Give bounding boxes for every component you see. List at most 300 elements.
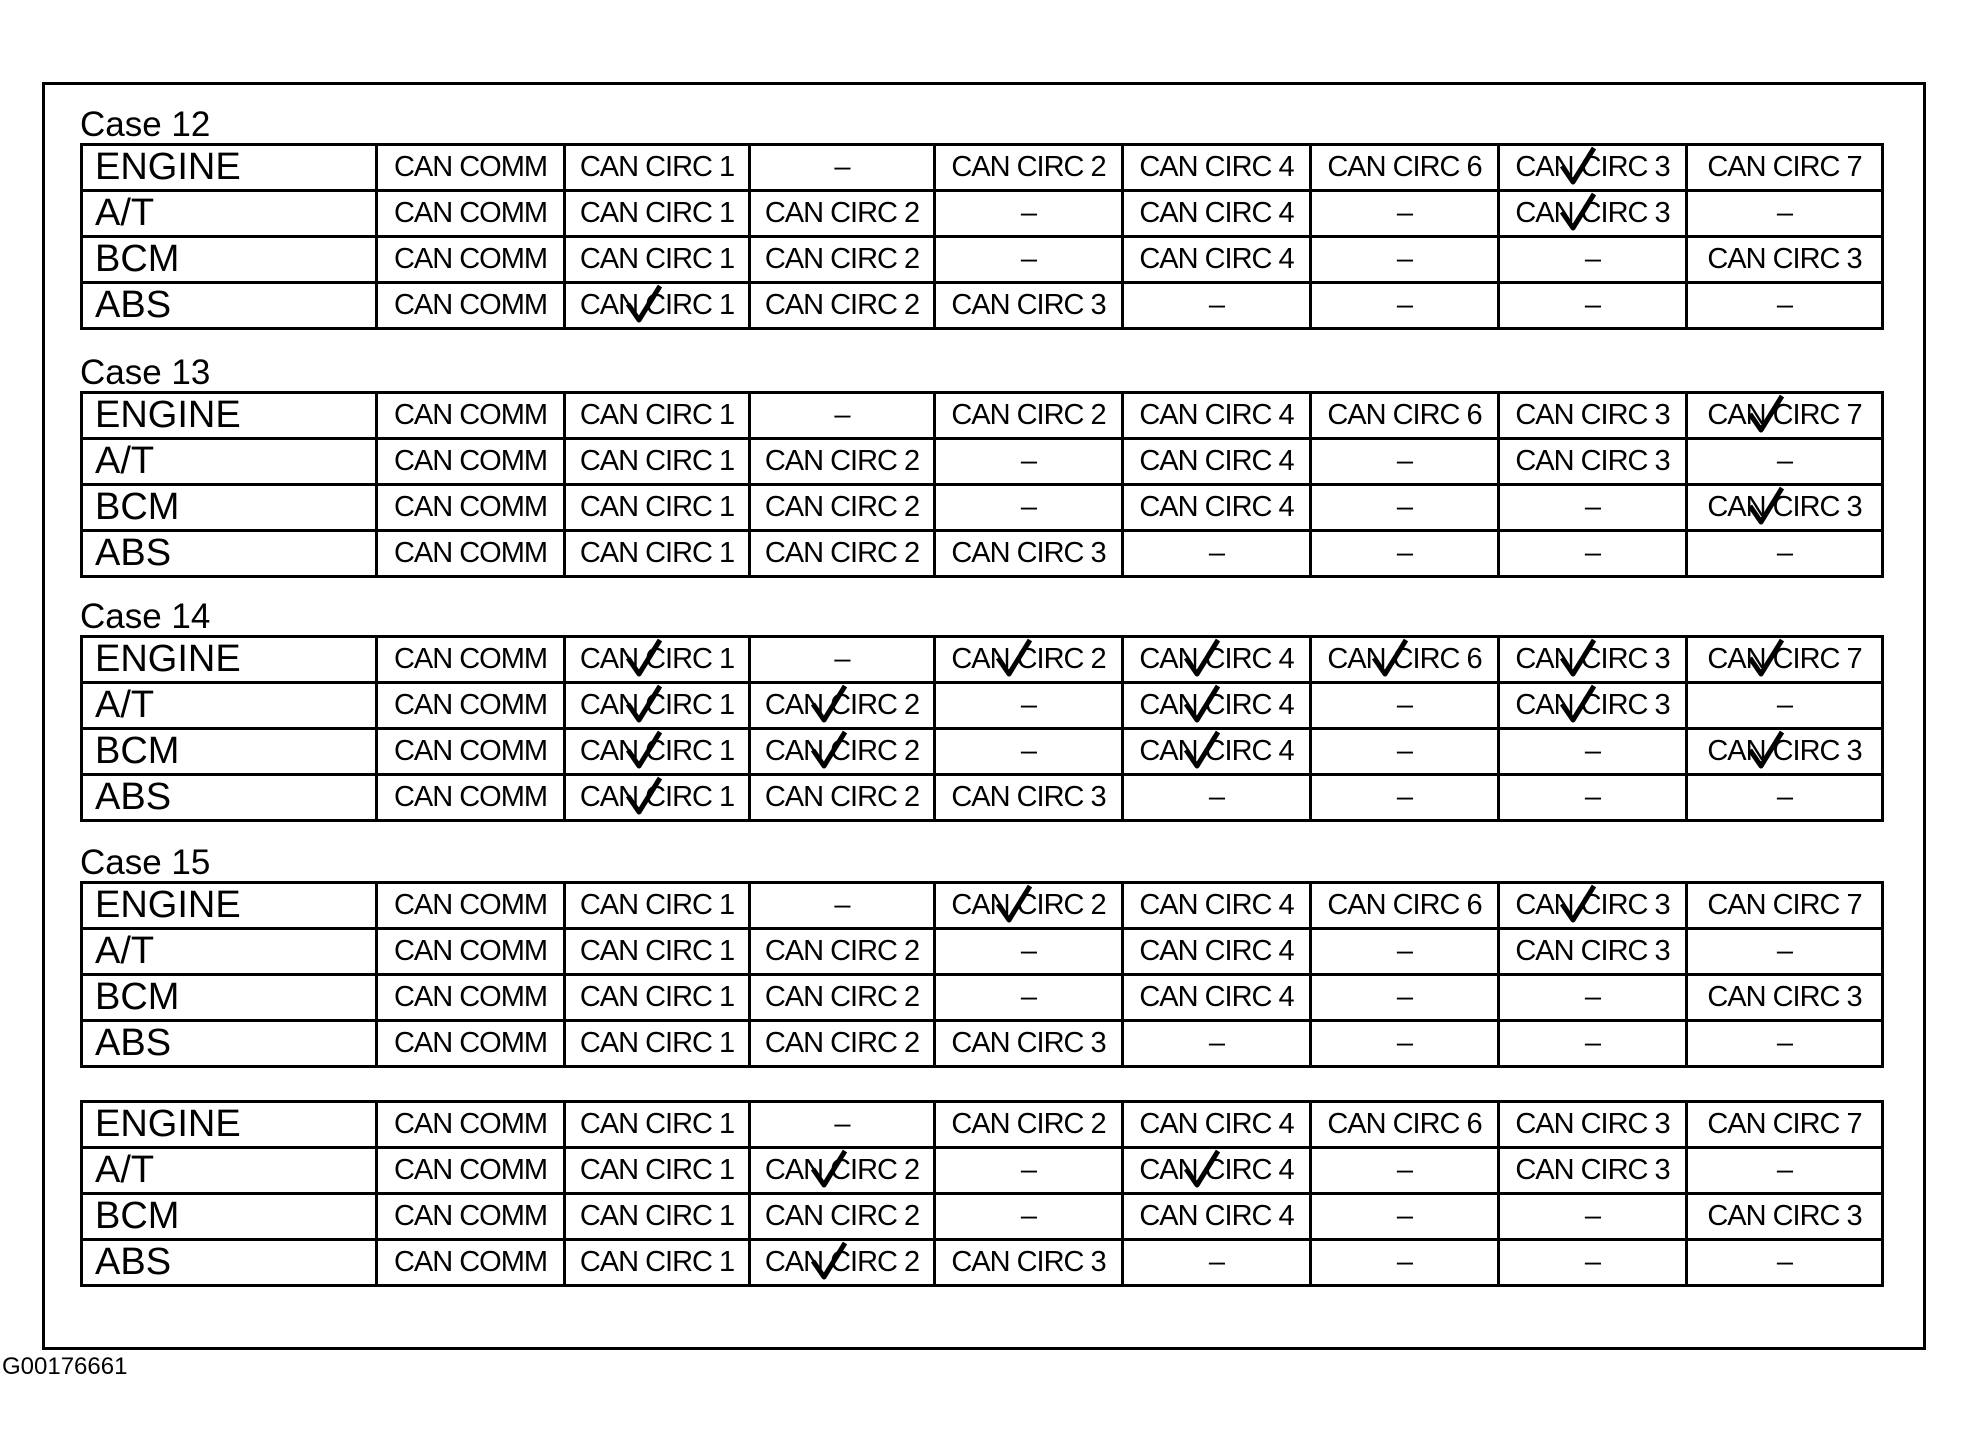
circuit-text: –	[1776, 445, 1793, 477]
circuit-text: –	[1776, 935, 1793, 967]
circuit-cell	[377, 237, 565, 283]
circuit-text: –	[1584, 1246, 1601, 1278]
module-label: ABS	[82, 283, 377, 329]
circuit-cell	[935, 1240, 1123, 1286]
circuit-text: CAN CIRC 1	[579, 197, 735, 229]
circuit-text: CAN CIRC 3	[1707, 491, 1862, 523]
circuit-text: CAN CIRC 1	[579, 781, 735, 813]
circuit-cell	[750, 1240, 935, 1286]
circuit-text: CAN CIRC 3	[1707, 735, 1862, 767]
circuit-text: –	[1020, 735, 1037, 767]
circuit-text: –	[1020, 1200, 1037, 1232]
table-row	[82, 145, 1883, 191]
table-row	[82, 883, 1883, 929]
circuit-cell	[1123, 145, 1311, 191]
table-row	[82, 775, 1883, 821]
circuit-cell	[1499, 1102, 1687, 1148]
module-label: A/T	[82, 929, 377, 975]
circuit-cell	[750, 883, 935, 929]
circuit-text: CAN CIRC 2	[764, 197, 920, 229]
circuit-text: CAN COMM	[393, 243, 548, 275]
circuit-text: CAN CIRC 2	[764, 243, 920, 275]
circuit-cell	[377, 1021, 565, 1067]
circuit-text: –	[1396, 981, 1413, 1013]
circuit-text: –	[1776, 689, 1793, 721]
circuit-cell	[1311, 637, 1499, 683]
circuit-cell	[750, 1102, 935, 1148]
circuit-cell	[1311, 683, 1499, 729]
circuit-cell	[1687, 929, 1883, 975]
module-label: ABS	[82, 531, 377, 577]
module-label: ABS	[82, 775, 377, 821]
table-row	[82, 729, 1883, 775]
circuit-text: –	[1208, 289, 1225, 321]
circuit-cell	[565, 439, 750, 485]
circuit-cell	[750, 237, 935, 283]
circuit-cell	[935, 637, 1123, 683]
circuit-text: CAN COMM	[393, 1027, 548, 1059]
circuit-text: CAN CIRC 3	[1515, 445, 1670, 477]
circuit-cell	[1123, 929, 1311, 975]
circuit-cell	[1311, 1102, 1499, 1148]
circuit-cell	[1499, 393, 1687, 439]
circuit-text: CAN CIRC 1	[579, 537, 735, 569]
circuit-cell	[565, 929, 750, 975]
circuit-text: CAN CIRC 4	[1139, 445, 1294, 477]
circuit-cell	[750, 485, 935, 531]
circuit-text: –	[834, 889, 850, 921]
circuit-cell	[565, 683, 750, 729]
circuit-cell	[377, 637, 565, 683]
circuit-text: CAN CIRC 4	[1139, 935, 1294, 967]
circuit-cell	[1123, 637, 1311, 683]
circuit-text: CAN CIRC 1	[579, 1108, 735, 1140]
circuit-text: CAN CIRC 1	[579, 735, 735, 767]
circuit-cell	[565, 1240, 750, 1286]
circuit-text: –	[1396, 289, 1413, 321]
circuit-text: CAN CIRC 1	[579, 151, 735, 183]
circuit-text: –	[1584, 981, 1601, 1013]
circuit-cell	[1499, 531, 1687, 577]
circuit-text: CAN CIRC 4	[1139, 1154, 1294, 1186]
module-label: ENGINE	[82, 883, 377, 929]
circuit-text: –	[1584, 781, 1601, 813]
circuit-cell	[1499, 729, 1687, 775]
circuit-text: CAN CIRC 2	[764, 1246, 920, 1278]
circuit-text: CAN CIRC 3	[1515, 643, 1670, 675]
circuit-text: CAN CIRC 4	[1139, 981, 1294, 1013]
circuit-text: CAN CIRC 3	[1515, 1154, 1670, 1186]
circuit-text: CAN CIRC 3	[951, 1246, 1106, 1278]
circuit-cell	[1499, 1148, 1687, 1194]
circuit-cell	[750, 929, 935, 975]
circuit-cell	[1499, 237, 1687, 283]
table-row	[82, 975, 1883, 1021]
circuit-text: –	[834, 1108, 850, 1140]
circuit-text: CAN CIRC 2	[951, 889, 1106, 921]
module-label: BCM	[82, 237, 377, 283]
circuit-cell	[377, 1194, 565, 1240]
module-label: BCM	[82, 729, 377, 775]
circuit-text: –	[1776, 1154, 1793, 1186]
circuit-cell	[1499, 1240, 1687, 1286]
case-title: Case 15	[80, 843, 211, 882]
table-row	[82, 1194, 1883, 1240]
module-label: BCM	[82, 975, 377, 1021]
circuit-cell	[750, 729, 935, 775]
circuit-text: –	[1020, 243, 1037, 275]
circuit-text: –	[1020, 491, 1037, 523]
circuit-cell	[377, 531, 565, 577]
circuit-cell	[1499, 145, 1687, 191]
circuit-text: CAN CIRC 4	[1139, 197, 1294, 229]
circuit-cell	[1311, 1021, 1499, 1067]
circuit-cell	[1311, 1194, 1499, 1240]
circuit-cell	[377, 929, 565, 975]
case-table	[80, 391, 1884, 578]
circuit-cell	[1499, 683, 1687, 729]
circuit-cell	[1687, 1102, 1883, 1148]
circuit-text: –	[1020, 1154, 1037, 1186]
circuit-text: CAN COMM	[393, 889, 548, 921]
circuit-text: CAN CIRC 6	[1327, 151, 1482, 183]
circuit-cell	[935, 145, 1123, 191]
circuit-text: CAN CIRC 2	[764, 689, 920, 721]
circuit-text: –	[1020, 935, 1037, 967]
circuit-cell	[1123, 1240, 1311, 1286]
circuit-cell	[377, 729, 565, 775]
table-row	[82, 929, 1883, 975]
circuit-cell	[1687, 191, 1883, 237]
circuit-text: CAN CIRC 2	[764, 981, 920, 1013]
circuit-text: CAN CIRC 7	[1707, 643, 1862, 675]
circuit-cell	[1687, 531, 1883, 577]
circuit-text: CAN CIRC 4	[1139, 889, 1294, 921]
module-label: ENGINE	[82, 393, 377, 439]
case-table	[80, 143, 1884, 330]
circuit-cell	[1687, 883, 1883, 929]
circuit-cell	[935, 883, 1123, 929]
circuit-cell	[935, 531, 1123, 577]
circuit-cell	[1311, 1240, 1499, 1286]
circuit-cell	[1687, 775, 1883, 821]
circuit-text: CAN CIRC 4	[1139, 491, 1294, 523]
circuit-cell	[1311, 439, 1499, 485]
circuit-cell	[1123, 1021, 1311, 1067]
circuit-cell	[1123, 283, 1311, 329]
circuit-text: –	[1396, 197, 1413, 229]
circuit-text: CAN CIRC 6	[1327, 399, 1482, 431]
circuit-cell	[565, 729, 750, 775]
circuit-cell	[1311, 1148, 1499, 1194]
circuit-text: CAN CIRC 2	[951, 151, 1106, 183]
circuit-cell	[565, 975, 750, 1021]
module-label: BCM	[82, 1194, 377, 1240]
circuit-text: CAN CIRC 4	[1139, 689, 1294, 721]
circuit-cell	[935, 1148, 1123, 1194]
circuit-text: –	[1396, 1154, 1413, 1186]
circuit-cell	[935, 191, 1123, 237]
module-label: A/T	[82, 439, 377, 485]
circuit-cell	[750, 975, 935, 1021]
circuit-cell	[1687, 637, 1883, 683]
circuit-cell	[565, 1021, 750, 1067]
circuit-cell	[1311, 191, 1499, 237]
circuit-text: –	[1776, 537, 1793, 569]
circuit-text: CAN COMM	[393, 981, 548, 1013]
circuit-text: –	[1776, 781, 1793, 813]
case-table	[80, 1100, 1884, 1287]
module-label: BCM	[82, 485, 377, 531]
circuit-cell	[565, 191, 750, 237]
circuit-text: –	[1396, 935, 1413, 967]
circuit-text: CAN CIRC 3	[1707, 1200, 1862, 1232]
circuit-cell	[1123, 975, 1311, 1021]
circuit-text: CAN CIRC 2	[764, 1154, 920, 1186]
circuit-cell	[1687, 237, 1883, 283]
circuit-cell	[935, 683, 1123, 729]
table-row	[82, 531, 1883, 577]
circuit-cell	[565, 637, 750, 683]
circuit-text: CAN CIRC 7	[1707, 151, 1862, 183]
circuit-text: CAN CIRC 7	[1707, 399, 1862, 431]
circuit-cell	[1123, 683, 1311, 729]
circuit-text: CAN CIRC 3	[951, 289, 1106, 321]
circuit-text: –	[1396, 781, 1413, 813]
circuit-text: CAN CIRC 1	[579, 1027, 735, 1059]
circuit-cell	[1499, 637, 1687, 683]
circuit-text: CAN CIRC 2	[951, 1108, 1106, 1140]
circuit-text: CAN COMM	[393, 1108, 548, 1140]
circuit-text: –	[1020, 197, 1037, 229]
circuit-cell	[377, 1102, 565, 1148]
circuit-cell	[1123, 191, 1311, 237]
circuit-text: CAN CIRC 2	[764, 445, 920, 477]
circuit-text: CAN CIRC 6	[1327, 889, 1482, 921]
circuit-text: –	[1396, 1027, 1413, 1059]
case-title: Case 12	[80, 105, 211, 144]
circuit-cell	[1123, 485, 1311, 531]
circuit-text: –	[834, 399, 850, 431]
circuit-cell	[377, 975, 565, 1021]
table-row	[82, 393, 1883, 439]
circuit-text: –	[1396, 243, 1413, 275]
circuit-cell	[1123, 729, 1311, 775]
circuit-cell	[1499, 775, 1687, 821]
circuit-text: CAN COMM	[393, 1200, 548, 1232]
circuit-cell	[935, 485, 1123, 531]
circuit-cell	[1311, 283, 1499, 329]
circuit-text: CAN CIRC 4	[1139, 643, 1294, 675]
circuit-text: CAN COMM	[393, 935, 548, 967]
circuit-cell	[565, 283, 750, 329]
circuit-cell	[935, 775, 1123, 821]
circuit-cell	[1687, 729, 1883, 775]
circuit-cell	[1123, 883, 1311, 929]
circuit-text: CAN COMM	[393, 399, 548, 431]
circuit-text: –	[1776, 1027, 1793, 1059]
circuit-cell	[377, 283, 565, 329]
circuit-cell	[935, 1102, 1123, 1148]
circuit-text: CAN CIRC 2	[764, 935, 920, 967]
circuit-text: –	[1584, 1200, 1601, 1232]
table-row	[82, 1148, 1883, 1194]
table-row	[82, 439, 1883, 485]
circuit-cell	[1311, 531, 1499, 577]
circuit-cell	[565, 393, 750, 439]
circuit-cell	[750, 1148, 935, 1194]
circuit-text: CAN CIRC 3	[1515, 1108, 1670, 1140]
circuit-text: –	[834, 643, 850, 675]
circuit-text: CAN CIRC 1	[579, 289, 735, 321]
module-label: A/T	[82, 683, 377, 729]
circuit-cell	[1687, 145, 1883, 191]
circuit-text: –	[1396, 537, 1413, 569]
circuit-cell	[750, 1021, 935, 1067]
module-label: ABS	[82, 1021, 377, 1067]
module-label: ENGINE	[82, 1102, 377, 1148]
circuit-text: CAN CIRC 4	[1139, 243, 1294, 275]
circuit-cell	[750, 637, 935, 683]
circuit-cell	[377, 883, 565, 929]
circuit-cell	[750, 1194, 935, 1240]
circuit-cell	[935, 439, 1123, 485]
case-table	[80, 881, 1884, 1068]
circuit-text: –	[1208, 1027, 1225, 1059]
circuit-cell	[750, 775, 935, 821]
circuit-text: –	[1396, 735, 1413, 767]
circuit-text: CAN CIRC 3	[951, 537, 1106, 569]
circuit-cell	[1499, 975, 1687, 1021]
circuit-cell	[1311, 145, 1499, 191]
module-label: ABS	[82, 1240, 377, 1286]
circuit-text: –	[1584, 289, 1601, 321]
circuit-cell	[935, 729, 1123, 775]
circuit-text: CAN CIRC 3	[1707, 981, 1862, 1013]
circuit-text: CAN CIRC 4	[1139, 151, 1294, 183]
circuit-text: CAN COMM	[393, 735, 548, 767]
circuit-text: CAN CIRC 1	[579, 399, 735, 431]
circuit-cell	[377, 393, 565, 439]
circuit-text: CAN CIRC 2	[951, 399, 1106, 431]
circuit-text: CAN CIRC 4	[1139, 1108, 1294, 1140]
circuit-text: CAN CIRC 6	[1327, 1108, 1482, 1140]
circuit-text: CAN CIRC 3	[951, 781, 1106, 813]
circuit-cell	[377, 145, 565, 191]
circuit-cell	[1123, 531, 1311, 577]
circuit-cell	[1311, 929, 1499, 975]
circuit-text: CAN CIRC 1	[579, 1200, 735, 1232]
circuit-cell	[1123, 1148, 1311, 1194]
circuit-cell	[1499, 929, 1687, 975]
circuit-cell	[565, 145, 750, 191]
circuit-cell	[565, 531, 750, 577]
circuit-text: CAN CIRC 3	[1515, 689, 1670, 721]
circuit-text: –	[1208, 537, 1225, 569]
circuit-cell	[750, 145, 935, 191]
table-row	[82, 683, 1883, 729]
circuit-cell	[377, 191, 565, 237]
case-title: Case 14	[80, 597, 211, 636]
circuit-cell	[935, 393, 1123, 439]
circuit-text: CAN CIRC 3	[951, 1027, 1106, 1059]
circuit-text: CAN CIRC 1	[579, 689, 735, 721]
circuit-cell	[1499, 439, 1687, 485]
case-table	[80, 635, 1884, 822]
circuit-text: CAN CIRC 1	[579, 889, 735, 921]
circuit-text: CAN CIRC 7	[1707, 1108, 1862, 1140]
circuit-cell	[1687, 283, 1883, 329]
circuit-text: CAN CIRC 3	[1707, 243, 1862, 275]
circuit-cell	[935, 1021, 1123, 1067]
module-label: ENGINE	[82, 637, 377, 683]
circuit-cell	[565, 1148, 750, 1194]
module-label: A/T	[82, 191, 377, 237]
circuit-cell	[750, 393, 935, 439]
circuit-text: CAN COMM	[393, 781, 548, 813]
circuit-cell	[1687, 683, 1883, 729]
circuit-text: –	[1020, 689, 1037, 721]
circuit-text: CAN COMM	[393, 643, 548, 675]
table-row	[82, 237, 1883, 283]
circuit-cell	[1687, 1240, 1883, 1286]
circuit-text: CAN CIRC 2	[764, 537, 920, 569]
circuit-text: CAN CIRC 4	[1139, 399, 1294, 431]
circuit-text: –	[1020, 981, 1037, 1013]
circuit-text: –	[1584, 537, 1601, 569]
circuit-text: CAN COMM	[393, 689, 548, 721]
circuit-cell	[565, 883, 750, 929]
case-title: Case 13	[80, 353, 211, 392]
circuit-text: CAN CIRC 1	[579, 935, 735, 967]
circuit-text: CAN COMM	[393, 1154, 548, 1186]
circuit-cell	[377, 1240, 565, 1286]
circuit-cell	[377, 683, 565, 729]
circuit-text: –	[1208, 1246, 1225, 1278]
circuit-text: CAN CIRC 1	[579, 1154, 735, 1186]
circuit-cell	[377, 1148, 565, 1194]
circuit-text: CAN CIRC 4	[1139, 1200, 1294, 1232]
circuit-text: CAN COMM	[393, 151, 548, 183]
circuit-text: CAN CIRC 3	[1515, 197, 1670, 229]
diagram-frame	[42, 82, 1926, 1350]
circuit-cell	[1123, 439, 1311, 485]
circuit-cell	[1687, 485, 1883, 531]
circuit-text: CAN COMM	[393, 491, 548, 523]
circuit-cell	[750, 683, 935, 729]
circuit-cell	[565, 1194, 750, 1240]
circuit-cell	[1123, 775, 1311, 821]
table-row	[82, 191, 1883, 237]
circuit-text: CAN CIRC 1	[579, 981, 735, 1013]
table-row	[82, 485, 1883, 531]
circuit-cell	[1499, 283, 1687, 329]
circuit-cell	[1311, 393, 1499, 439]
circuit-text: CAN CIRC 7	[1707, 889, 1862, 921]
circuit-cell	[1687, 439, 1883, 485]
circuit-text: CAN CIRC 2	[764, 1027, 920, 1059]
circuit-cell	[1123, 237, 1311, 283]
circuit-cell	[1123, 1194, 1311, 1240]
circuit-cell	[1311, 237, 1499, 283]
circuit-text: CAN CIRC 2	[951, 643, 1106, 675]
circuit-text: –	[1396, 491, 1413, 523]
circuit-text: CAN COMM	[393, 289, 548, 321]
circuit-text: CAN CIRC 4	[1139, 735, 1294, 767]
circuit-text: CAN CIRC 3	[1515, 935, 1670, 967]
circuit-cell	[750, 191, 935, 237]
circuit-cell	[1687, 1021, 1883, 1067]
